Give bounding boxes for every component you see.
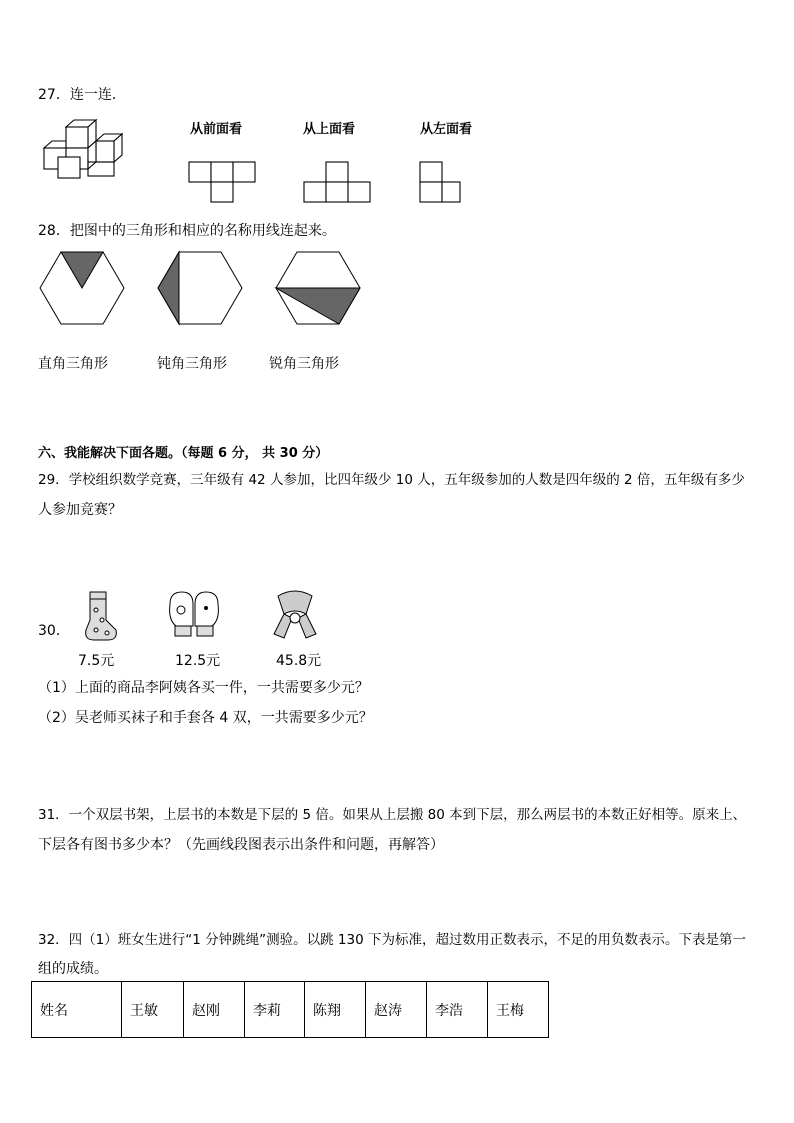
table-cell: 李莉	[245, 982, 305, 1038]
table-cell: 赵涛	[366, 982, 427, 1038]
table-cell: 李浩	[427, 982, 488, 1038]
section-title: 六、我能解决下面各题。（每题 6 分， 共 30 分）	[38, 446, 329, 461]
q30-number: 30．	[38, 623, 70, 639]
q30-sub1: （1）上面的商品李阿姨各买一件，一共需要多少元？	[38, 680, 369, 696]
table-cell: 王梅	[488, 982, 549, 1038]
table-cell: 姓名	[32, 982, 122, 1038]
price-gloves: 12.5元	[175, 653, 221, 669]
price-scarf: 45.8元	[276, 653, 322, 669]
name-right-triangle: 直角三角形	[38, 356, 108, 372]
table-row	[32, 982, 549, 1038]
price-sock: 7.5元	[78, 653, 115, 669]
name-obtuse-triangle: 钝角三角形	[157, 356, 227, 372]
scores-table	[31, 981, 549, 1038]
view-label-left: 从左面看	[420, 122, 473, 137]
q32-line2: 组的成绩。	[38, 961, 108, 977]
q31-line1: 31．一个双层书架，上层书的本数是下层的 5 倍。如果从上层搬 80 本到下层，那么两层书的本数正好相等。原来上、	[38, 807, 747, 823]
sock-icon	[78, 590, 118, 642]
table-cell: 赵刚	[184, 982, 245, 1038]
q29-line2: 人参加竞赛？	[38, 502, 122, 518]
q32-line1: 32．四（1）班女生进行“1 分钟跳绳”测验。以跳 130 下为标准，超过数用正数表示，不足的用负数表示。下表是第一	[38, 932, 746, 948]
q29-line1: 29．学校组织数学竞赛，三年级有 42 人参加，比四年级少 10 人，五年级参加的人数是四年级的 2 倍，五年级有多少	[38, 472, 745, 488]
table-cell: 王敏	[122, 982, 184, 1038]
q30-sub2: （2）吴老师买袜子和手套各 4 双，一共需要多少元？	[38, 710, 373, 726]
q31-line2: 下层各有图书多少本？（先画线段图表示出条件和问题，再解答）	[38, 837, 444, 853]
left-view-figure	[420, 158, 464, 204]
view-label-front: 从前面看	[190, 122, 243, 137]
top-view-figure	[304, 158, 370, 204]
front-view-figure	[189, 158, 255, 204]
name-acute-triangle: 锐角三角形	[269, 356, 339, 372]
gloves-icon	[166, 590, 222, 642]
table-cell: 陈翔	[305, 982, 366, 1038]
hexagon-acute-triangle	[276, 250, 360, 326]
q27-stem: 27．连一连．	[38, 87, 126, 103]
scarf-icon	[270, 588, 320, 642]
hexagon-obtuse-triangle	[158, 250, 242, 326]
view-label-top: 从上面看	[303, 122, 356, 137]
hexagon-right-triangle	[40, 250, 124, 326]
q28-stem: 28．把图中的三角形和相应的名称用线连起来。	[38, 223, 336, 239]
cube-stack-figure	[44, 117, 124, 185]
